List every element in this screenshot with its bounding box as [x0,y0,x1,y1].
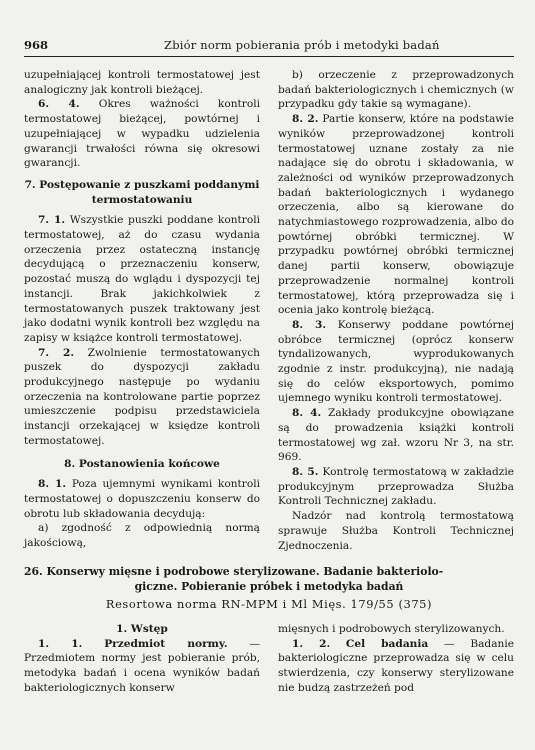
paragraph-1-2: 1. 2. Cel badania — Badanie bakteriologiczne przeprowadza się w celu stwierdzenia, czy konserwy sterylizowane nie budzą zastrzeżeń pod [278,637,515,694]
paragraph-6-4: 6. 4. Okres ważności kontroli termostatowej bieżącej, powtórnej i uzupełniającej w wypadku udzielenia gwarancji trwałości równa się okresowi gwarancji. [24,98,260,170]
paragraph-8-5: 8. 5. Kontrolę termostatową w zakładzie produkcyjnym przeprowadza Służba Kontroli Technicznej zakładu. [278,465,514,508]
section-26-title-line2: giczne. Pobieranie próbek i metodyka badań [134,579,404,593]
left-column [24,68,260,551]
paragraph-8-3: 8. 3. Konserwy poddane powtórnej obróbce termicznej (oprócz konserw tyndalizowanych, wyprodukowanych zgodnie z instr. produkcyjną), nie nadają się do celów eksportowych, pomimo ujemnego wyniku kontroli termostatowej. [278,318,515,405]
section-heading-7: 7. Postępowanie z puszkami poddanymi termostatowaniu [24,178,260,206]
page-header [24,36,514,57]
paragraph-8-1: 8. 1. Poza ujemnymi wynikami kontroli termostatowej o dopuszczeniu konserw do obrotu lub składowania decydują: [24,478,260,520]
paragraph: mięsnych i podrobowych sterylizowanych. [278,623,505,635]
norm-reference: Resortowa norma RN-MPM i Ml Mięs. 179/55 (375) [105,597,433,611]
page-number: 968 [24,38,49,52]
section-26-title-line1: 26. Konserwy mięsne i podrobowe sterylizowane. Badanie bakteriolo- [24,565,444,578]
list-item-a: a) zgodność z odpowiednią normą jakościową, [24,522,260,550]
section-heading-wstep: 1. Wstęp [116,623,168,635]
paragraph: uzupełniającej kontroli termostatowej jest analogiczny jak kontroli bieżącej. [24,69,260,96]
paragraph-1-1: 1. 1. Przedmiot normy. — Przedmiotem normy jest pobieranie prób, metodyka badań i ocena wyników badań bakteriologicznych konserw [24,637,260,694]
right-column [278,68,514,553]
list-item-b: b) orzeczenie z przeprowadzonych badań bakteriologicznych i chemicznych (w przypadku gdy takie są wymagane). [278,69,514,111]
section-26-title [24,565,514,594]
running-title: Zbiór norm pobierania prób i metodyki badań [164,38,440,52]
paragraph-7-2: 7. 2. Zwolnienie termostatowanych puszek do dyspozycji zakładu produkcyjnego następuje po wydaniu orzeczenia na kontrolowane partie poprzez umieszczenie podpisu przedstawiciela instancji orzekającej w księdze kontroli termostatowej. [24,346,260,447]
section-heading-8: 8. Postanowienia końcowe [64,457,220,470]
paragraph-7-1: 7. 1. Wszystkie puszki poddane kontroli termostatowej, aż do czasu wydania orzeczenia przez ostateczną instancję decydującą o przeznaczeniu konserw, pozostać muszą do wglądu i dyspozycji tej instancji. Brak jakichkolwiek z termostatowanych puszek traktowany jest jako dodatni wynik kontroli bez względu na zapisy w książce kontroli termostatowej. [24,214,261,344]
paragraph-8-2: 8. 2. Partie konserw, które na podstawie wyników przeprowadzonej kontroli termostatowej uznane zostały za nie nadające się do obrotu i składowania, w zależności od wyników przeprowadzonych badań bakteriologicznych i wydanego orzeczenia, albo są kierowane do natychmiastowego rozprowadzenia, albo do powtórnej obróbki termicznej. W przypadku powtórnej obróbki termicznej danej partii konserw, obowiązuje przeprowadzenie normalnej kontroli termostatowej, którą przeprowadza się i ocenia jako kontrolę bieżącą. [278,113,515,317]
paragraph: Nadzór nad kontrolą termostatową sprawuje Służba Kontroli Technicznej Zjednoczenia. [278,510,514,552]
paragraph-8-4: 8. 4. Zakłady produkcyjne obowiązane są do prowadzenia książki kontroli termostatowej wg zał. wzoru Nr 3, na str. 969. [278,407,514,464]
lower-left-column [24,622,260,696]
lower-right-column [278,622,514,696]
